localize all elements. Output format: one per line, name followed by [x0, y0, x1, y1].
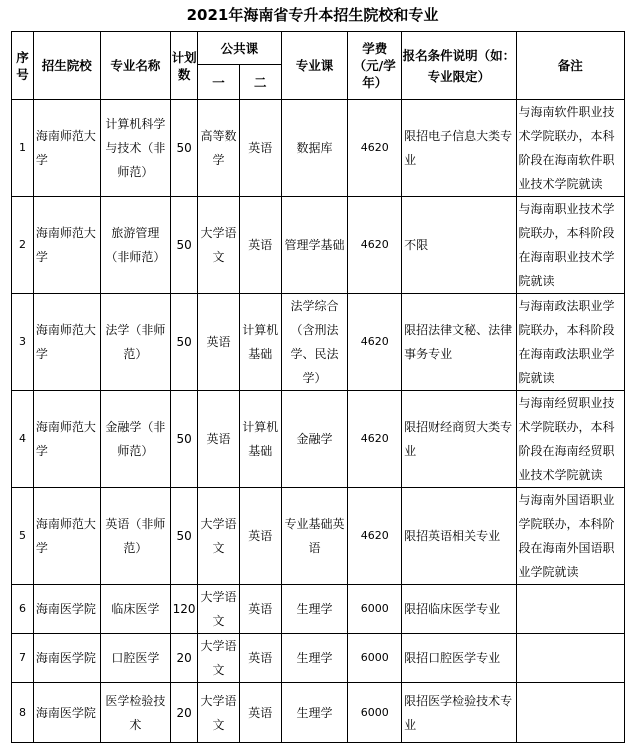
cell-condition: 限招英语相关专业	[402, 488, 516, 585]
cell-fee: 4620	[348, 294, 402, 391]
header-special: 专业课	[281, 32, 348, 100]
header-note: 备注	[516, 32, 624, 100]
cell-public-2: 英语	[239, 197, 281, 294]
cell-public-1: 英语	[198, 294, 240, 391]
cell-condition: 限招口腔医学专业	[402, 634, 516, 683]
cell-fee: 4620	[348, 488, 402, 585]
cell-fee: 4620	[348, 100, 402, 197]
cell-special: 金融学	[281, 391, 348, 488]
cell-seq: 6	[12, 585, 34, 634]
cell-public-1: 高等数学	[198, 100, 240, 197]
cell-special: 管理学基础	[281, 197, 348, 294]
cell-condition: 限招临床医学专业	[402, 585, 516, 634]
cell-public-2: 英语	[239, 634, 281, 683]
cell-school: 海南师范大学	[33, 391, 100, 488]
cell-major: 英语（非师范）	[100, 488, 171, 585]
cell-plan: 50	[171, 294, 198, 391]
cell-public-2: 英语	[239, 585, 281, 634]
cell-note: 与海南政法职业学院联办，本科阶段在海南政法职业学院就读	[516, 294, 624, 391]
header-fee: 学费（元/学年）	[348, 32, 402, 100]
admissions-table	[11, 31, 625, 743]
cell-major: 法学（非师范）	[100, 294, 171, 391]
cell-seq: 2	[12, 197, 34, 294]
cell-fee: 6000	[348, 585, 402, 634]
table-row	[12, 197, 625, 294]
cell-seq: 7	[12, 634, 34, 683]
cell-special: 专业基础英语	[281, 488, 348, 585]
cell-note: 与海南软件职业技术学院联办，本科阶段在海南软件职业技术学院就读	[516, 100, 624, 197]
cell-special: 数据库	[281, 100, 348, 197]
cell-special: 生理学	[281, 683, 348, 743]
cell-fee: 6000	[348, 683, 402, 743]
header-plan: 计划数	[171, 32, 198, 100]
page-title: 2021年海南省专升本招生院校和专业	[186, 6, 439, 24]
cell-public-2: 英语	[239, 488, 281, 585]
cell-school: 海南医学院	[33, 585, 100, 634]
table-row	[12, 488, 625, 585]
cell-note	[516, 634, 624, 683]
cell-public-1: 大学语文	[198, 585, 240, 634]
cell-condition: 限招财经商贸大类专业	[402, 391, 516, 488]
cell-major: 临床医学	[100, 585, 171, 634]
cell-condition: 不限	[402, 197, 516, 294]
table-row	[12, 294, 625, 391]
cell-seq: 3	[12, 294, 34, 391]
header-seq: 序号	[12, 32, 34, 100]
cell-school: 海南师范大学	[33, 294, 100, 391]
table-row	[12, 683, 625, 743]
header-school: 招生院校	[33, 32, 100, 100]
cell-fee: 4620	[348, 391, 402, 488]
cell-plan: 20	[171, 634, 198, 683]
cell-note	[516, 683, 624, 743]
cell-seq: 1	[12, 100, 34, 197]
cell-public-2: 英语	[239, 683, 281, 743]
table-row	[12, 585, 625, 634]
cell-school: 海南师范大学	[33, 488, 100, 585]
cell-school: 海南师范大学	[33, 100, 100, 197]
cell-plan: 20	[171, 683, 198, 743]
cell-special: 生理学	[281, 634, 348, 683]
cell-condition: 限招医学检验技术专业	[402, 683, 516, 743]
cell-note: 与海南职业技术学院联办，本科阶段在海南职业技术学院就读	[516, 197, 624, 294]
cell-public-1: 英语	[198, 391, 240, 488]
cell-seq: 8	[12, 683, 34, 743]
cell-plan: 50	[171, 197, 198, 294]
cell-plan: 50	[171, 391, 198, 488]
cell-note: 与海南外国语职业学院联办，本科阶段在海南外国语职业学院就读	[516, 488, 624, 585]
table-row	[12, 634, 625, 683]
cell-school: 海南医学院	[33, 634, 100, 683]
header-condition: 报名条件说明（如：专业限定）	[402, 32, 516, 100]
header-public-2: 二	[239, 65, 281, 100]
header-major: 专业名称	[100, 32, 171, 100]
cell-public-1: 大学语文	[198, 488, 240, 585]
cell-condition: 限招法律文秘、法律事务专业	[402, 294, 516, 391]
cell-special: 生理学	[281, 585, 348, 634]
cell-school: 海南医学院	[33, 683, 100, 743]
cell-fee: 4620	[348, 197, 402, 294]
header-public: 公共课	[198, 32, 282, 65]
cell-fee: 6000	[348, 634, 402, 683]
cell-public-1: 大学语文	[198, 197, 240, 294]
cell-major: 金融学（非师范）	[100, 391, 171, 488]
cell-note	[516, 585, 624, 634]
cell-public-2: 计算机基础	[239, 294, 281, 391]
cell-public-1: 大学语文	[198, 683, 240, 743]
cell-public-2: 计算机基础	[239, 391, 281, 488]
table-row	[12, 391, 625, 488]
cell-special: 法学综合（含刑法学、民法学）	[281, 294, 348, 391]
cell-plan: 50	[171, 100, 198, 197]
header-public-1: 一	[198, 65, 240, 100]
cell-public-1: 大学语文	[198, 634, 240, 683]
cell-plan: 50	[171, 488, 198, 585]
cell-major: 医学检验技术	[100, 683, 171, 743]
cell-note: 与海南经贸职业技术学院联办，本科阶段在海南经贸职业技术学院就读	[516, 391, 624, 488]
cell-condition: 限招电子信息大类专业	[402, 100, 516, 197]
cell-school: 海南师范大学	[33, 197, 100, 294]
cell-major: 口腔医学	[100, 634, 171, 683]
cell-public-2: 英语	[239, 100, 281, 197]
cell-seq: 5	[12, 488, 34, 585]
cell-plan: 120	[171, 585, 198, 634]
cell-major: 旅游管理（非师范）	[100, 197, 171, 294]
cell-seq: 4	[12, 391, 34, 488]
cell-major: 计算机科学与技术（非师范）	[100, 100, 171, 197]
table-row	[12, 100, 625, 197]
